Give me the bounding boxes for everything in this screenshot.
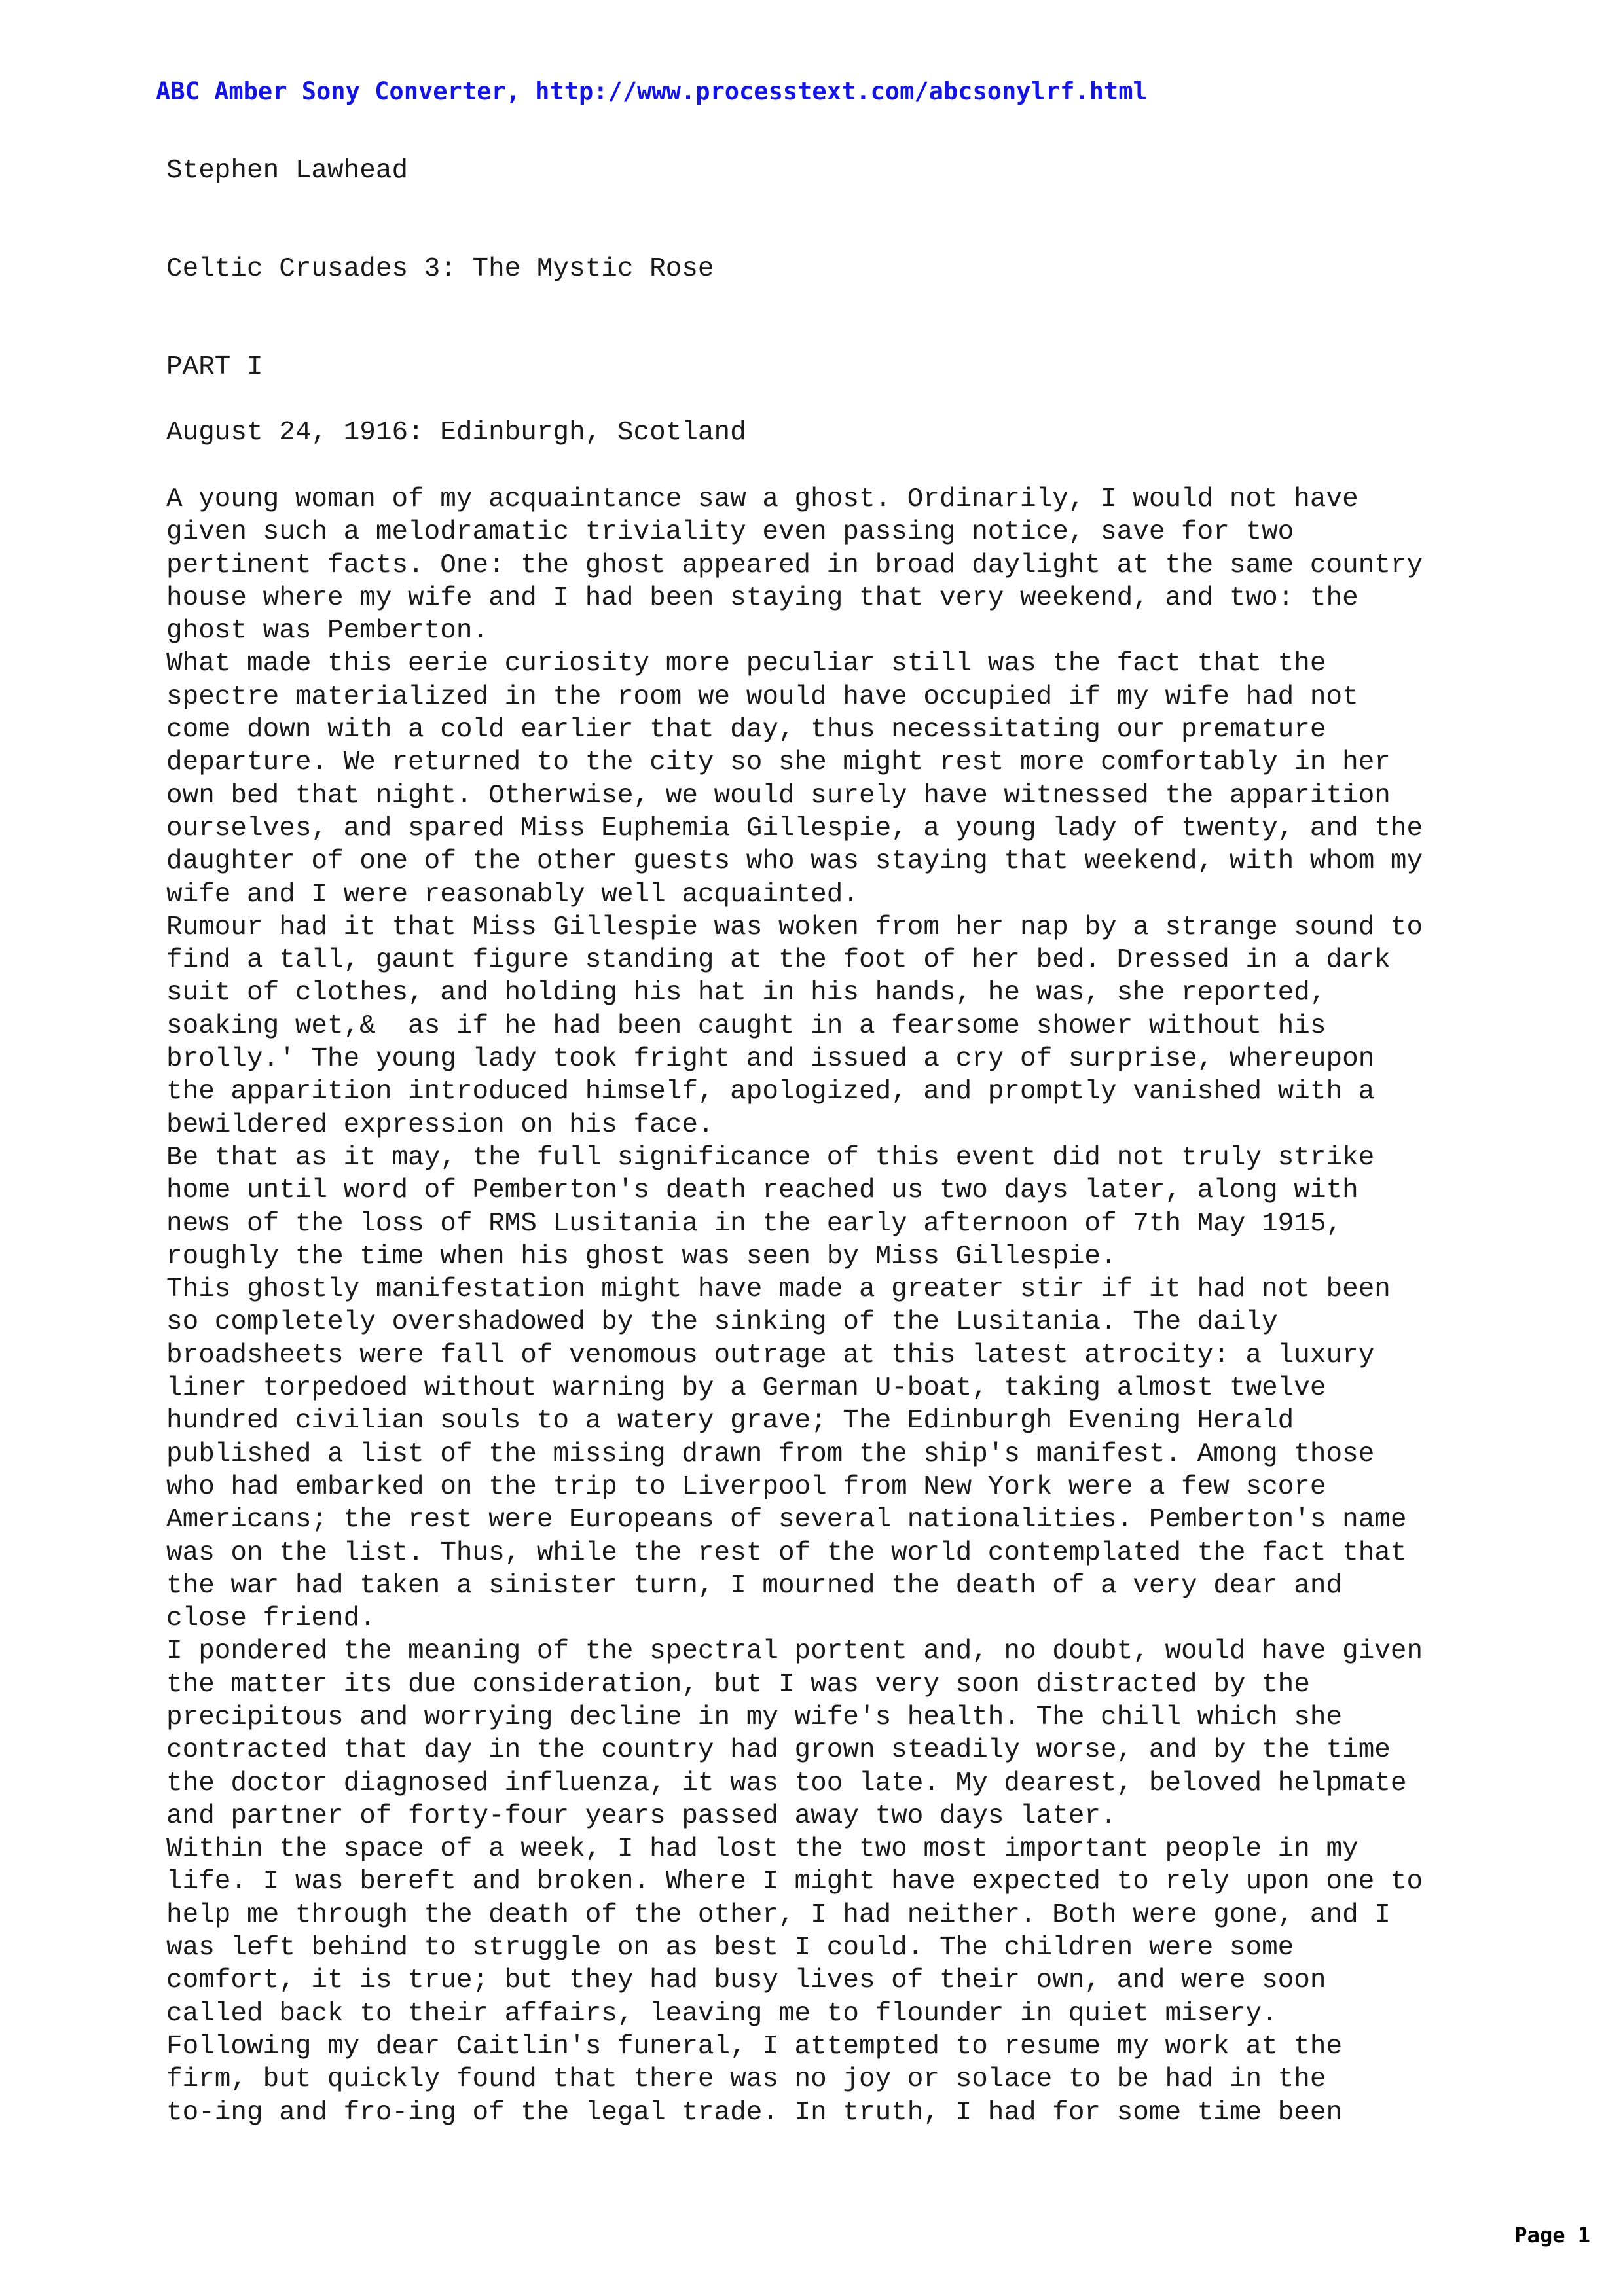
page-number: Page 1 <box>1514 2223 1590 2248</box>
body-line: find a tall, gaunt figure standing at the foot of her bed. Dressed in a dark <box>166 945 1391 976</box>
body-line: daughter of one of the other guests who was staying that weekend, with whom my <box>166 846 1423 877</box>
body-line: published a list of the missing drawn from the ship's manifest. Among those <box>166 1439 1375 1469</box>
body-line: comfort, it is true; but they had busy lives of their own, and were soon <box>166 1965 1326 1996</box>
body-line: own bed that night. Otherwise, we would surely have witnessed the apparition <box>166 780 1391 811</box>
body-line: given such a melodramatic triviality even passing notice, save for two <box>166 517 1294 548</box>
body-line: ourselves, and spared Miss Euphemia Gillespie, a young lady of twenty, and the <box>166 813 1423 844</box>
author-name: Stephen Lawhead <box>166 156 409 186</box>
body-line: roughly the time when his ghost was seen by Miss Gillespie. <box>166 1241 1117 1272</box>
body-line: to-ing and fro-ing of the legal trade. In truth, I had for some time been <box>166 2097 1343 2128</box>
body-line: precipitous and worrying decline in my wife's health. The chill which she <box>166 1702 1343 1732</box>
converter-link[interactable]: ABC Amber Sony Converter, http://www.processtext.com/abcsonylrf.html <box>156 77 1148 105</box>
body-line: Be that as it may, the full significance of this event did not truly strike <box>166 1142 1375 1173</box>
body-line: ghost was Pemberton. <box>166 616 489 647</box>
body-line: called back to their affairs, leaving me to flounder in quiet misery. <box>166 1998 1278 2029</box>
body-line: and partner of forty-four years passed away two days later. <box>166 1801 1117 1831</box>
part-heading: PART I <box>166 352 263 382</box>
body-line: Following my dear Caitlin's funeral, I attempted to resume my work at the <box>166 2031 1343 2062</box>
body-line: the doctor diagnosed influenza, it was too late. My dearest, beloved helpmate <box>166 1768 1407 1799</box>
body-line: the matter its due consideration, but I was very soon distracted by the <box>166 1669 1310 1700</box>
body-line: This ghostly manifestation might have made a greater stir if it had not been <box>166 1274 1391 1305</box>
body-line: Americans; the rest were Europeans of several nationalities. Pemberton's name <box>166 1505 1407 1535</box>
body-line: hundred civilian souls to a watery grave; The Edinburgh Evening Herald <box>166 1406 1294 1437</box>
body-line: spectre materialized in the room we would have occupied if my wife had not <box>166 681 1359 712</box>
book-title: Celtic Crusades 3: The Mystic Rose <box>166 254 714 284</box>
body-line: bewildered expression on his face. <box>166 1109 714 1140</box>
body-line: who had embarked on the trip to Liverpool from New York were a few score <box>166 1471 1326 1502</box>
body-line: soaking wet,& as if he had been caught in a fearsome shower without his <box>166 1011 1326 1041</box>
body-line: come down with a cold earlier that day, thus necessitating our premature <box>166 715 1326 745</box>
body-line: help me through the death of the other, I had neither. Both were gone, and I <box>166 1899 1391 1930</box>
body-line: life. I was bereft and broken. Where I might have expected to rely upon one to <box>166 1867 1423 1897</box>
body-line: A young woman of my acquaintance saw a ghost. Ordinarily, I would not have <box>166 484 1359 514</box>
body-line: so completely overshadowed by the sinking of the Lusitania. The daily <box>166 1307 1278 1338</box>
body-line: the apparition introduced himself, apologized, and promptly vanished with a <box>166 1077 1375 1107</box>
body-line: was on the list. Thus, while the rest of the world contemplated the fact that <box>166 1537 1407 1568</box>
body-line: Rumour had it that Miss Gillespie was woken from her nap by a strange sound to <box>166 912 1423 942</box>
body-line: brolly.' The young lady took fright and issued a cry of surprise, whereupon <box>166 1044 1375 1075</box>
body-line: Within the space of a week, I had lost the two most important people in my <box>166 1834 1359 1865</box>
body-line: broadsheets were fall of venomous outrage at this latest atrocity: a luxury <box>166 1340 1375 1371</box>
body-line: was left behind to struggle on as best I could. The children were some <box>166 1933 1294 1964</box>
body-line: suit of clothes, and holding his hat in his hands, he was, she reported, <box>166 978 1326 1009</box>
body-line: news of the loss of RMS Lusitania in the early afternoon of 7th May 1915, <box>166 1208 1343 1239</box>
body-line: home until word of Pemberton's death reached us two days later, along with <box>166 1175 1359 1206</box>
body-line: firm, but quickly found that there was no joy or solace to be had in the <box>166 2064 1326 2095</box>
body-line: close friend. <box>166 1604 376 1634</box>
body-line: the war had taken a sinister turn, I mourned the death of a very dear and <box>166 1570 1343 1601</box>
body-text <box>166 483 1423 2129</box>
body-line: contracted that day in the country had grown steadily worse, and by the time <box>166 1735 1391 1766</box>
body-line: wife and I were reasonably well acquainted. <box>166 879 859 910</box>
body-line: departure. We returned to the city so she might rest more comfortably in her <box>166 747 1391 778</box>
body-line: liner torpedoed without warning by a German U-boat, taking almost twelve <box>166 1373 1326 1404</box>
body-line: pertinent facts. One: the ghost appeared in broad daylight at the same country <box>166 550 1423 581</box>
body-line: house where my wife and I had been staying that very weekend, and two: the <box>166 583 1359 613</box>
body-line: What made this eerie curiosity more peculiar still was the fact that the <box>166 649 1326 679</box>
body-line: I pondered the meaning of the spectral portent and, no doubt, would have given <box>166 1636 1423 1667</box>
dateline: August 24, 1916: Edinburgh, Scotland <box>166 418 746 448</box>
